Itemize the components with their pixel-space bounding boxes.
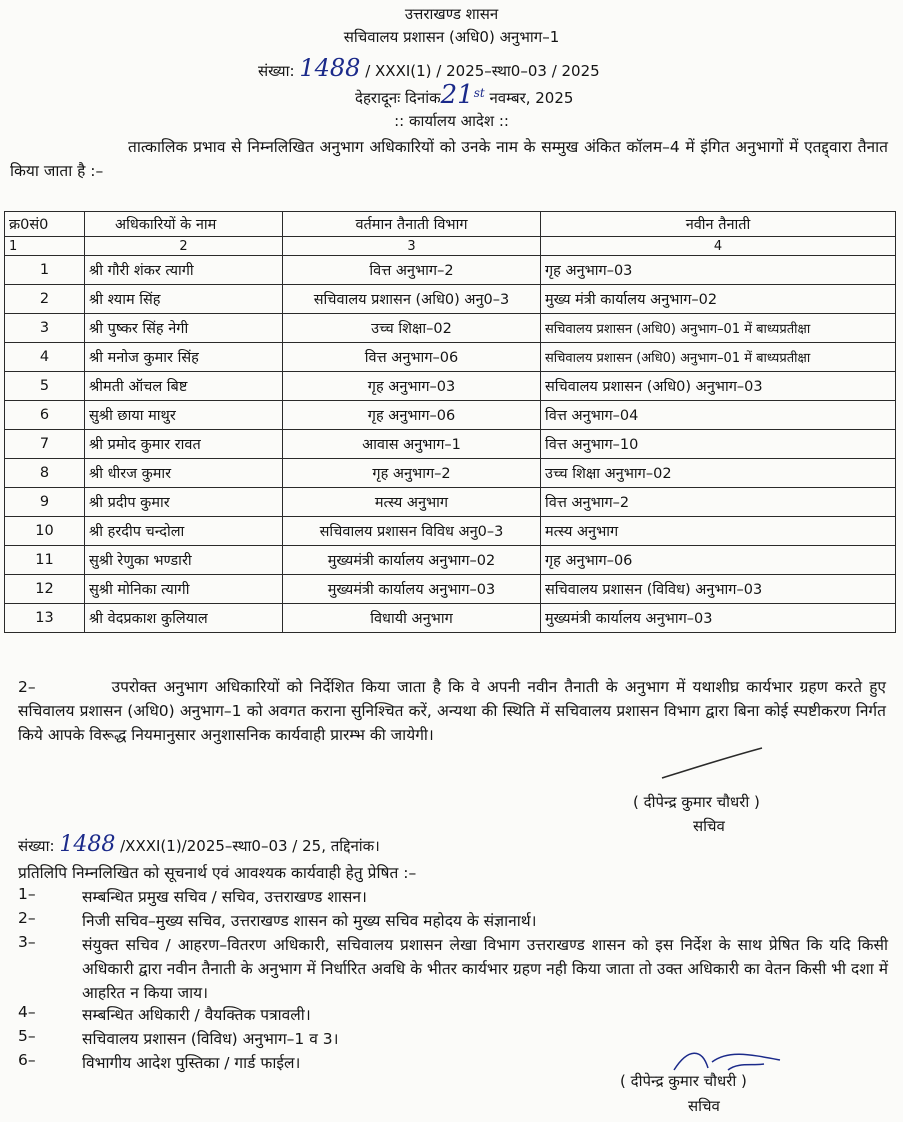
department-line: सचिवालय प्रशासन (अधि0) अनुभाग–1 bbox=[343, 28, 560, 46]
table-row bbox=[5, 488, 896, 517]
row-new-posting: गृह अनुभाग–06 bbox=[541, 546, 896, 575]
row-current-posting: वित्त अनुभाग–06 bbox=[283, 343, 541, 372]
table-row bbox=[5, 285, 896, 314]
paragraph-2-number: 2– bbox=[18, 678, 36, 696]
header-current: वर्तमान तैनाती विभाग bbox=[283, 212, 541, 237]
row-new-posting: गृह अनुभाग–03 bbox=[541, 256, 896, 285]
posting-table bbox=[4, 211, 896, 633]
col-number: 2 bbox=[85, 237, 283, 256]
copy-number-line bbox=[18, 832, 380, 857]
handwritten-date: 21 bbox=[440, 80, 474, 110]
row-new-posting: सचिवालय प्रशासन (अधि0) अनुभाग–01 में बाध्यप्रतीक्षा bbox=[541, 343, 896, 372]
row-new-posting: वित्त अनुभाग–04 bbox=[541, 401, 896, 430]
intro-paragraph: तात्कालिक प्रभाव से निम्नलिखित अनुभाग अधिकारियों को उनके नाम के सम्मुख अंकित कॉलम–4 में इंगित अनुभागों में एतद्द्वारा तैनात किया जाता है :– bbox=[10, 138, 888, 180]
row-sno: 2 bbox=[5, 285, 85, 314]
row-name: सुश्री रेणुका भण्डारी bbox=[85, 546, 283, 575]
table-row bbox=[5, 575, 896, 604]
table-column-number-row bbox=[5, 237, 896, 256]
table-row bbox=[5, 372, 896, 401]
copy-number-suffix: /XXXI(1)/2025–स्था0–03 / 25, तद्दिनांक। bbox=[120, 837, 380, 855]
header-name: अधिकारियों के नाम bbox=[85, 212, 283, 237]
row-current-posting: सचिवालय प्रशासन (अधि0) अनु0–3 bbox=[283, 285, 541, 314]
number-prefix: संख्या: bbox=[258, 62, 295, 80]
copy-item-number: 1– bbox=[18, 885, 36, 903]
row-name: श्री गौरी शंकर त्यागी bbox=[85, 256, 283, 285]
row-new-posting: सचिवालय प्रशासन (अधि0) अनुभाग–03 bbox=[541, 372, 896, 401]
table-row bbox=[5, 314, 896, 343]
row-sno: 11 bbox=[5, 546, 85, 575]
col-number: 3 bbox=[283, 237, 541, 256]
copy-item-text: सम्बन्धित प्रमुख सचिव / सचिव, उत्तराखण्ड शासन। bbox=[82, 888, 367, 906]
copy-item-text: सम्बन्धित अधिकारी / वैयक्तिक पत्रावली। bbox=[82, 1006, 311, 1024]
copy-item-number: 6– bbox=[18, 1051, 36, 1069]
signatory-title-2: सचिव bbox=[688, 1097, 720, 1115]
row-name: सुश्री मोनिका त्यागी bbox=[85, 575, 283, 604]
table-row bbox=[5, 517, 896, 546]
copy-handwritten-number: 1488 bbox=[59, 832, 116, 857]
paragraph-2 bbox=[18, 675, 886, 747]
signatory-title: सचिव bbox=[693, 817, 725, 835]
copy-item-number: 3– bbox=[18, 933, 36, 951]
place-suffix: नवम्बर, 2025 bbox=[489, 89, 574, 107]
col-number: 1 bbox=[5, 237, 85, 256]
row-sno: 5 bbox=[5, 372, 85, 401]
row-name: श्री पुष्कर सिंह नेगी bbox=[85, 314, 283, 343]
row-name: श्री वेदप्रकाश कुलियाल bbox=[85, 604, 283, 633]
row-new-posting: वित्त अनुभाग–2 bbox=[541, 488, 896, 517]
row-name: श्री प्रमोद कुमार रावत bbox=[85, 430, 283, 459]
table-row bbox=[5, 546, 896, 575]
row-new-posting: मुख्य मंत्री कार्यालय अनुभाग–02 bbox=[541, 285, 896, 314]
row-name: श्रीमती ऑचल बिष्ट bbox=[85, 372, 283, 401]
row-sno: 1 bbox=[5, 256, 85, 285]
row-name: श्री मनोज कुमार सिंह bbox=[85, 343, 283, 372]
table-row bbox=[5, 401, 896, 430]
government-title: उत्तराखण्ड शासन bbox=[404, 5, 499, 23]
table-header-row bbox=[5, 212, 896, 237]
signatory-name-2: ( दीपेन्द्र कुमार चौधरी ) bbox=[620, 1072, 747, 1090]
table-row bbox=[5, 459, 896, 488]
row-current-posting: उच्च शिक्षा–02 bbox=[283, 314, 541, 343]
copy-item-text: विभागीय आदेश पुस्तिका / गार्ड फाईल। bbox=[82, 1054, 301, 1072]
row-current-posting: गृह अनुभाग–2 bbox=[283, 459, 541, 488]
header-sno: क्र0सं0 bbox=[5, 212, 85, 237]
signature-mark bbox=[658, 744, 768, 784]
row-name: सुश्री छाया माथुर bbox=[85, 401, 283, 430]
row-new-posting: उच्च शिक्षा अनुभाग–02 bbox=[541, 459, 896, 488]
row-new-posting: मुख्यमंत्री कार्यालय अनुभाग–03 bbox=[541, 604, 896, 633]
row-current-posting: आवास अनुभाग–1 bbox=[283, 430, 541, 459]
place-prefix: देहरादूनः दिनांक bbox=[355, 89, 441, 107]
handwritten-number: 1488 bbox=[299, 54, 361, 82]
copy-item-text: सचिवालय प्रशासन (विविध) अनुभाग–1 व 3। bbox=[82, 1030, 339, 1048]
row-new-posting: सचिवालय प्रशासन (अधि0) अनुभाग–01 में बाध्यप्रतीक्षा bbox=[541, 314, 896, 343]
row-name: श्री हरदीप चन्दोला bbox=[85, 517, 283, 546]
row-current-posting: गृह अनुभाग–03 bbox=[283, 372, 541, 401]
row-sno: 4 bbox=[5, 343, 85, 372]
row-sno: 8 bbox=[5, 459, 85, 488]
row-sno: 7 bbox=[5, 430, 85, 459]
paragraph-2-text: उपरोक्त अनुभाग अधिकारियों को निर्देशित किया जाता है कि वे अपनी नवीन तैनाती के अनुभाग में यथाशीघ्र कार्यभार ग्रहण करते हुए सचिवालय प्रशासन (अधि0) अनुभाग–1 को अवगत कराना सुनिश्चित करें, अन्यथा की स्थिति में सचिवालय प्रशासन विभाग द्वारा बिना कोई स्पष्टीकरण निर्गत किये आपके विरूद्ध नियमानुसार अनुशासनिक कार्यवाही प्रारम्भ की जायेगी। bbox=[18, 678, 886, 744]
row-name: श्री श्याम सिंह bbox=[85, 285, 283, 314]
row-sno: 3 bbox=[5, 314, 85, 343]
row-sno: 12 bbox=[5, 575, 85, 604]
copy-intro: प्रतिलिपि निम्नलिखित को सूचनार्थ एवं आवश्यक कार्यवाही हेतु प्रेषित :– bbox=[18, 864, 417, 882]
table-row bbox=[5, 256, 896, 285]
row-current-posting: मुख्यमंत्री कार्यालय अनुभाग–03 bbox=[283, 575, 541, 604]
number-suffix: / XXXI(1) / 2025–स्था0–03 / 2025 bbox=[365, 62, 600, 80]
row-sno: 13 bbox=[5, 604, 85, 633]
table-row bbox=[5, 343, 896, 372]
row-current-posting: वित्त अनुभाग–2 bbox=[283, 256, 541, 285]
row-sno: 6 bbox=[5, 401, 85, 430]
signatory-name: ( दीपेन्द्र कुमार चौधरी ) bbox=[633, 793, 760, 811]
copy-item-number: 2– bbox=[18, 909, 36, 927]
copy-item-number: 4– bbox=[18, 1003, 36, 1021]
header-new: नवीन तैनाती bbox=[541, 212, 896, 237]
row-current-posting: विधायी अनुभाग bbox=[283, 604, 541, 633]
copy-item-text: निजी सचिव–मुख्य सचिव, उत्तराखण्ड शासन को मुख्य सचिव महोदय के संज्ञानार्थ। bbox=[82, 912, 537, 930]
row-sno: 9 bbox=[5, 488, 85, 517]
row-current-posting: गृह अनुभाग–06 bbox=[283, 401, 541, 430]
order-number-line bbox=[258, 54, 600, 82]
order-title: :: कार्यालय आदेश :: bbox=[394, 112, 509, 130]
place-date-line bbox=[355, 80, 573, 110]
row-new-posting: सचिवालय प्रशासन (विविध) अनुभाग–03 bbox=[541, 575, 896, 604]
table-row bbox=[5, 430, 896, 459]
table-row bbox=[5, 604, 896, 633]
handwritten-date-suffix: st bbox=[473, 86, 485, 100]
col-number: 4 bbox=[541, 237, 896, 256]
row-name: श्री प्रदीप कुमार bbox=[85, 488, 283, 517]
row-current-posting: मुख्यमंत्री कार्यालय अनुभाग–02 bbox=[283, 546, 541, 575]
row-name: श्री धीरज कुमार bbox=[85, 459, 283, 488]
copy-item-number: 5– bbox=[18, 1027, 36, 1045]
row-current-posting: मत्स्य अनुभाग bbox=[283, 488, 541, 517]
row-current-posting: सचिवालय प्रशासन विविध अनु0–3 bbox=[283, 517, 541, 546]
copy-number-prefix: संख्या: bbox=[18, 837, 55, 855]
copy-item-text: संयुक्त सचिव / आहरण–वितरण अधिकारी, सचिवालय प्रशासन लेखा विभाग उत्तराखण्ड शासन को इस निर्देश के साथ प्रेषित कि यदि किसी अधिकारी द्वारा नवीन तैनाती के अनुभाग में निर्धारित अवधि के भीतर कार्यभार ग्रहण नही किया जाता तो उक्त अधिकारी का वेतन किसी भी दशा में आहरित न किया जाय। bbox=[82, 936, 888, 1002]
row-sno: 10 bbox=[5, 517, 85, 546]
row-new-posting: मत्स्य अनुभाग bbox=[541, 517, 896, 546]
row-new-posting: वित्त अनुभाग–10 bbox=[541, 430, 896, 459]
